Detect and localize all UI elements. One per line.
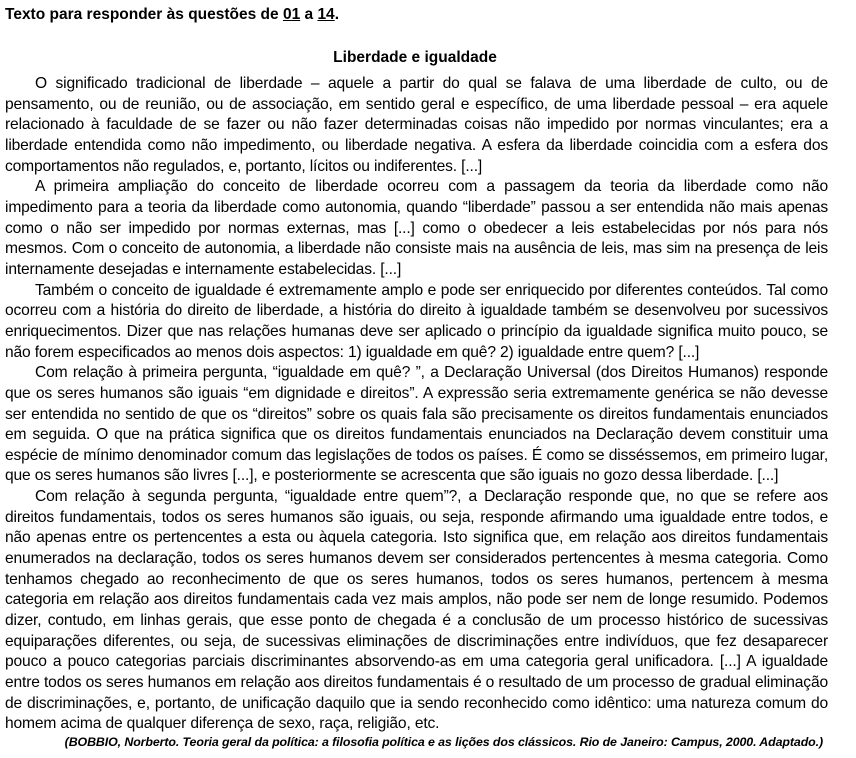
paragraph: O significado tradicional de liberdade – aquele a partir do qual se falava de uma liberdade de culto, ou de pensamento, ou de reunião, ou de associação, em sentido geral e específico, de uma liberdade pessoal – era aquele relacionado à faculdade de se fazer ou não fazer determinadas coisas não impedido por normas vinculantes; era a liberdade entendida como não impedimento, ou liberdade negativa. A esfera da liberdade coincidia com a esfera dos comportamentos não regulados, e, portanto, lícitos ou indiferentes. [...] — [5, 75, 828, 175]
header-middle: a — [300, 6, 318, 23]
source-citation: (BOBBIO, Norberto. Teoria geral da política: a filosofia política e as lições dos clássicos. Rio de Janeiro: Campus, 2000. Adaptado.) — [64, 735, 823, 749]
text-body — [5, 74, 828, 735]
header-prefix: Texto para responder às questões de — [5, 6, 283, 23]
paragraph: Com relação à primeira pergunta, “igualdade em quê? ”, a Declaração Universal (dos Direitos Humanos) responde que os seres humanos são iguais “em dignidade e direitos”. A expressão seria extremamente genérica se não devesse ser entendida no sentido de que os “direitos” sobre os quais fala são precisamente os direitos fundamentais enunciados em seguida. O que na prática significa que os direitos fundamentais enunciados na Declaração devem constituir uma espécie de mínimo denominador comum das legislações de todos os países. É como se disséssemos, em primeiro lugar, que os seres humanos são livres [...], e posteriormente se acrescenta que são iguais no gozo dessa liberdade. [...] — [5, 364, 828, 485]
instruction-header — [5, 5, 339, 25]
paragraph: Também o conceito de igualdade é extremamente amplo e pode ser enriquecido por diferentes conteúdos. Tal como ocorreu com a história do direito de liberdade, a história do direito à igualdade também se desenvolveu por sucessivos enriquecimentos. Dizer que nas relações humanas deve ser aplicado o princípio da igualdade significa muito pouco, se não forem especificados ao menos dois aspectos: 1) igualdade em quê? 2) igualdade entre quem? [...] — [5, 281, 828, 361]
paragraph: Com relação à segunda pergunta, “igualdade entre quem”?, a Declaração responde que, no que se refere aos direitos fundamentais, todos os seres humanos são iguais, ou seja, responde afirmando uma igualdade entre todos, e não apenas entre os pertencentes a esta ou àquela categoria. Isto significa que, em relação aos direitos fundamentais enumerados na declaração, todos os seres humanos devem ser considerados pertencentes à mesma categoria. Como tenhamos chegado ao reconhecimento de que os seres humanos, todos os seres humanos, pertencem à mesma categoria em relação aos direitos fundamentais cada vez mais amplos, não pode ser nem de longe resumido. Podemos dizer, contudo, em linhas gerais, que esse ponto de chegada é a conclusão de um processo histórico de sucessivas equiparações diferentes, ou seja, de sucessivas eliminações de discriminações entre indivíduos, que fez desaparecer pouco a pouco categorias parciais discriminantes absorvendo-as em uma categoria geral unificadora. [...] A igualdade entre todos os seres humanos em relação aos direitos fundamentais é o resultado de um processo de gradual eliminação de discriminações, e, portanto, de unificação daquilo que ia sendo reconhecido como idêntico: uma natureza comum do homem acima de qualquer diferença de sexo, raça, religião, etc. — [5, 488, 828, 733]
text-title — [0, 48, 830, 68]
header-question-end: 14 — [317, 6, 335, 23]
header-question-start: 01 — [282, 6, 301, 23]
paragraph: A primeira ampliação do conceito de liberdade ocorreu com a passagem da teoria da liberdade como não impedimento para a teoria da liberdade como autonomia, quando “liberdade” passou a ser entendida não mais apenas como o não ser impedido por normas externas, mas [...] como o obedecer a leis estabelecidas por nós para nós mesmos. Com o conceito de autonomia, a liberdade não consiste mais na ausência de leis, mas sim na presença de leis internamente desejadas e internamente estabelecidas. [...] — [5, 178, 828, 278]
text-title-label: Liberdade e igualdade — [333, 49, 497, 66]
header-suffix: . — [334, 6, 339, 23]
